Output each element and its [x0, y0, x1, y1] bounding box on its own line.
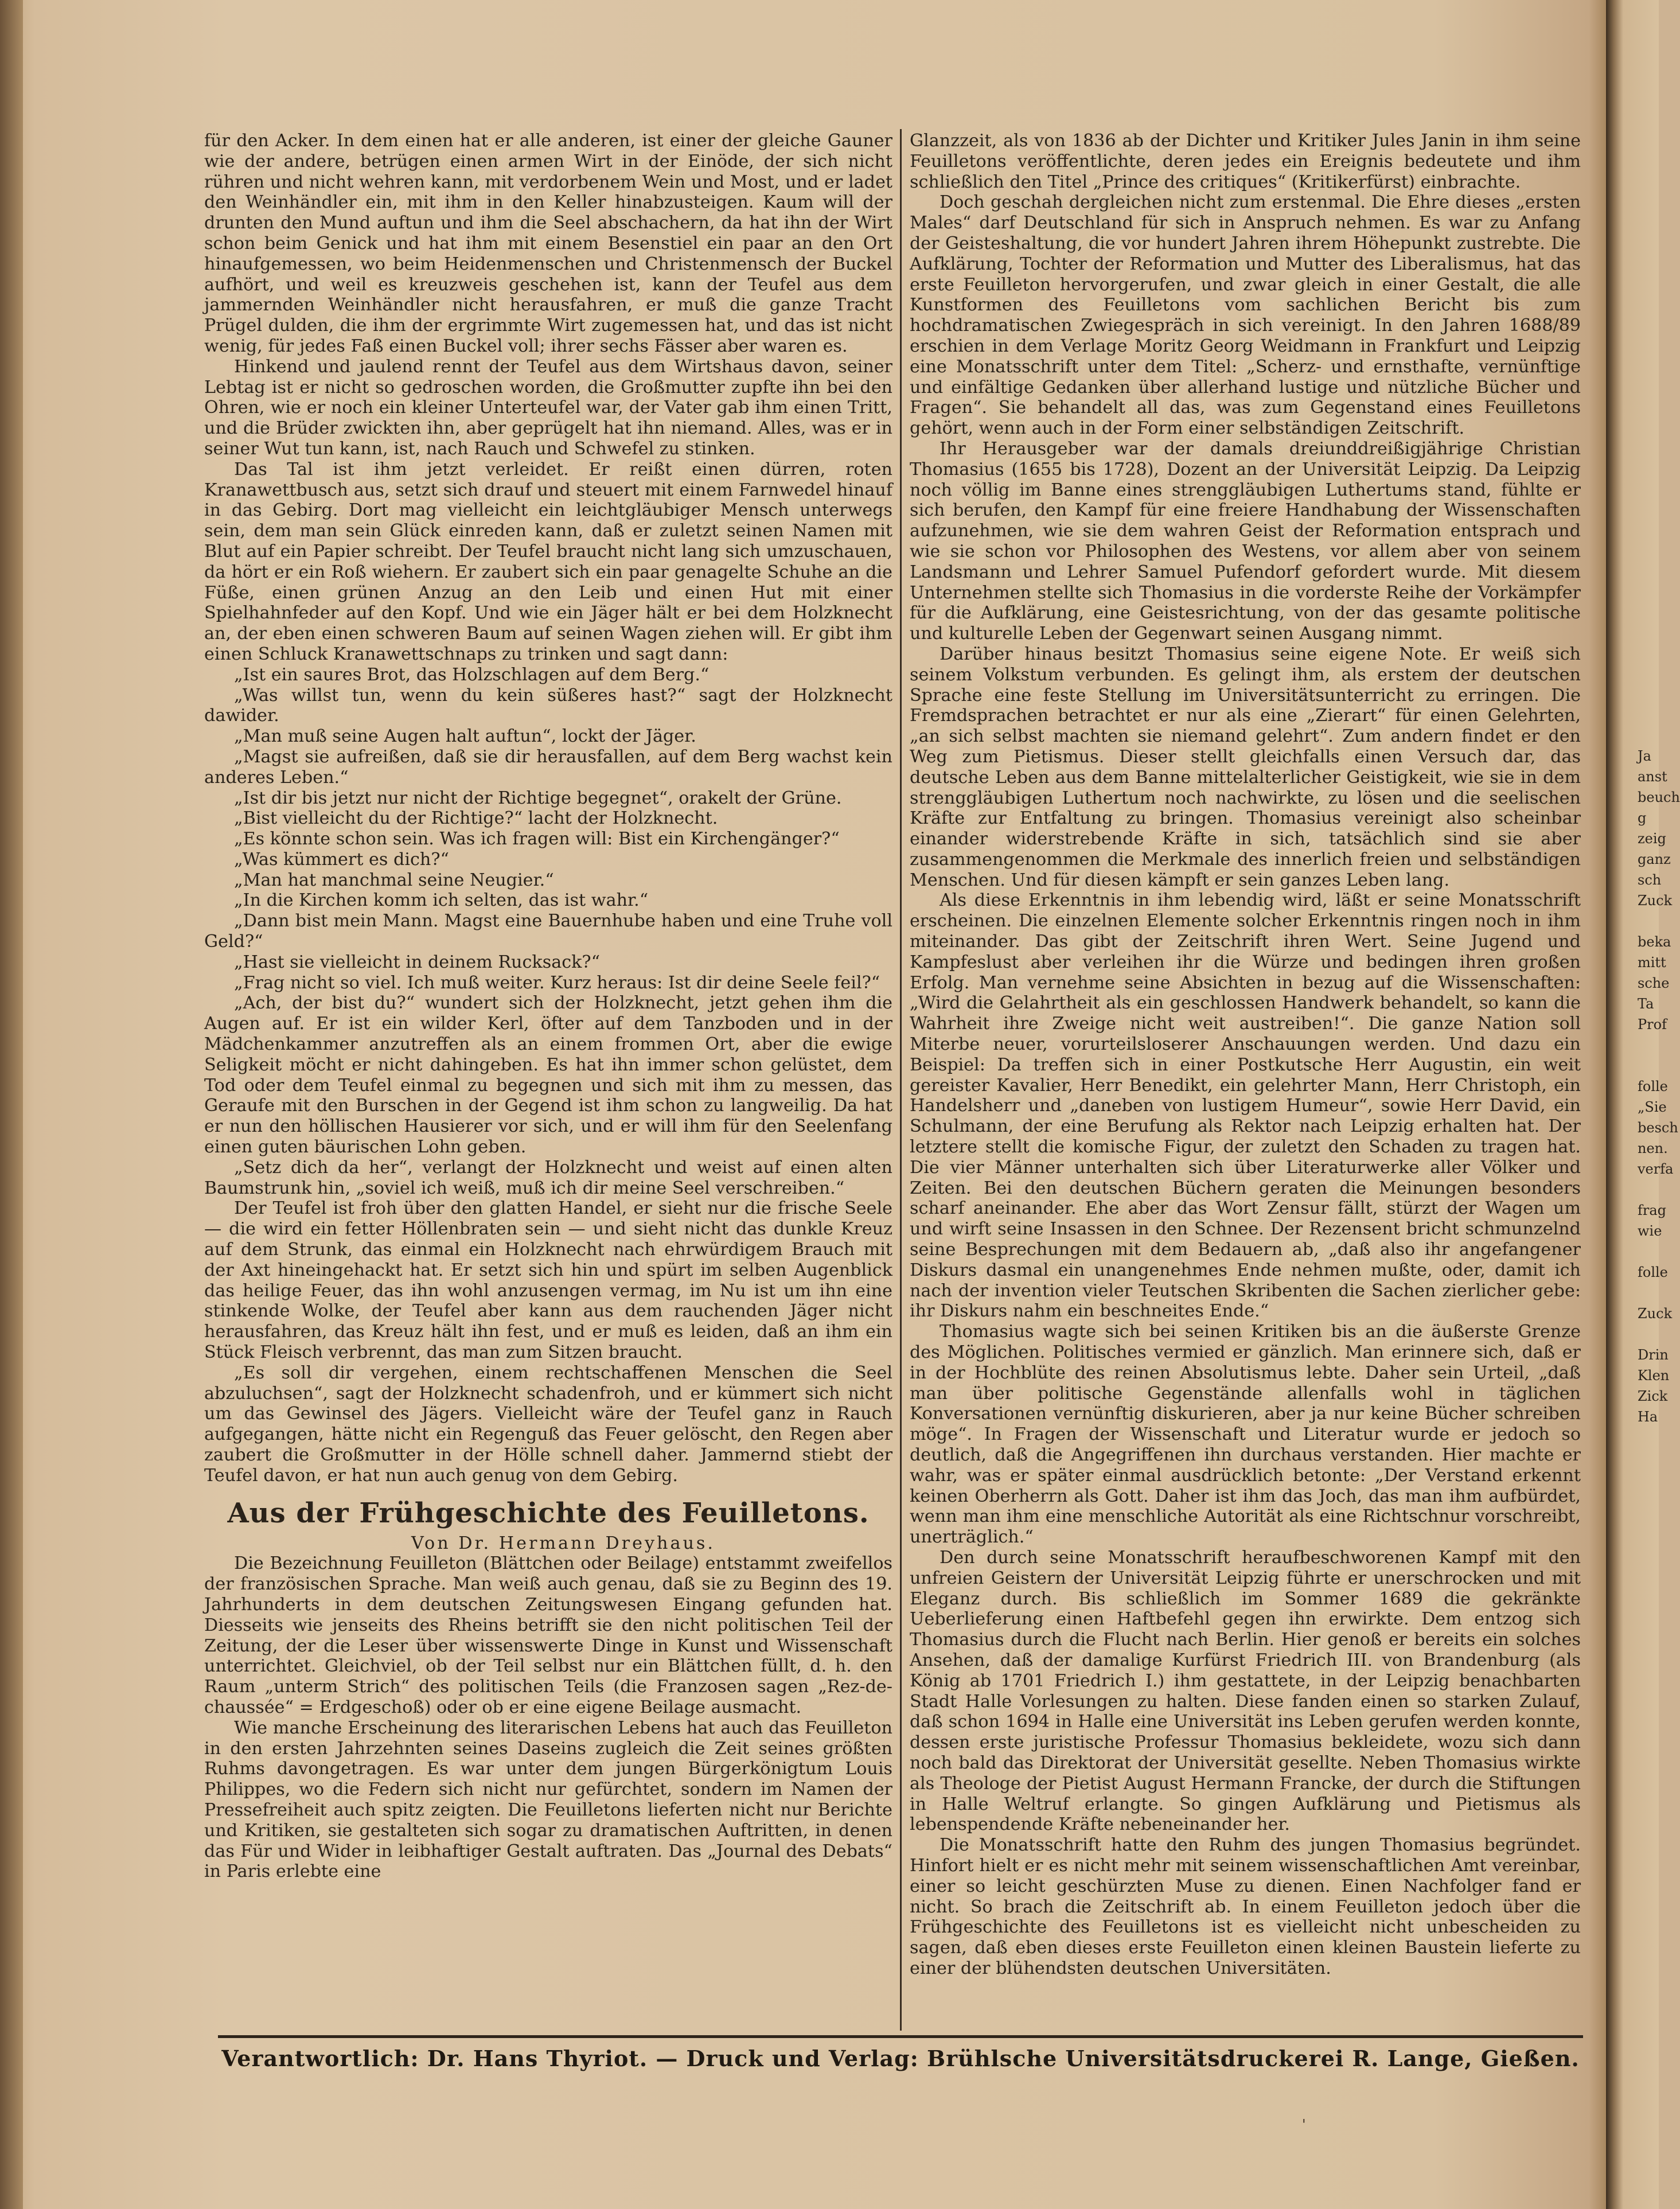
article-paragraph: Als diese Erkenntnis in ihm lebendig wird, läßt er seine Monatsschrift erscheinen. Die einzelnen Elemente solcher Erkenntnis ringen noch in ihm miteinander. Das gibt der Zeitschrift ihren Wert. Seine Jugend und Kampfeslust aber verleihen ihr die Würze und bedingen ihren großen Erfolg. Man vernehme seine Absichten in bezug auf die Wissenschaften: „Wird die Gelahrtheit als ein geschlossen Handwerk behandelt, so kann die Wahrheit ihre Zweige nicht weit austreiben!“. Die ganze Nation soll Miterbe neuer, vorurteilsloserer Anschauungen werden. Und dazu ein Beispiel: Da treffen sich in einer Postkutsche Herr Augustin, ein weit gereister Kavalier, Herr Benedikt, ein gelehrter Mann, Herr Christoph, ein Handelsherr und „daneben von lustigem Humeur“, sowie Herr David, ein Schulmann, der eine Berufung als Rektor nach Leipzig erhalten hat. Der letztere stellt die komische Figur, der zuletzt den Schaden zu tragen hat. Die vier Männer unterhalten sich über Literaturwerke aller Völker und Zeiten. Bei den deutschen Büchern geraten die Meinungen besonders scharf aneinander. Ehe aber das Wort Zensur fällt, stürzt der Wagen um und wirft seine Insassen in den Schnee. Der Rezensent bricht schmunzelnd seine Besprechungen mit dem Bedauern ab, „daß also ihr angefangener Diskurs dasmal ein unangenehmes Ende nehmen mußte, oder, damit ich nach der invention vieler Teutschen Skribenten die Sachen zierlicher gebe: ihr Diskurs nahm ein beschneites Ende.“	[910, 890, 1581, 1322]
facing-page-fragment: zeig	[1638, 831, 1666, 847]
facing-page-fragment: Klen	[1638, 1368, 1670, 1384]
article-paragraph: Wie manche Erscheinung des literarischen Lebens hat auch das Feuilleton in den ersten Jahrzehnten seines Daseins zugleich die Zeit seines größten Ruhms davongetragen. Es war unter dem jungen Bürgerkönigtum Louis Philippes, wo die Federn sich nicht nur gefürchtet, sondern im Namen der Pressefreiheit auch spitz zeigten. Die Feuilletons lieferten nicht nur Berichte und Kritiken, sie gestalteten sich sogar zu dramatischen Auftritten, in denen das Für und Wider in leibhaftiger Gestalt auftraten. Das „Journal des Debats“ in Paris erlebte eine	[204, 1717, 892, 1882]
story-paragraph: „In die Kirchen komm ich selten, das ist wahr.“	[234, 890, 649, 911]
story-paragraph: „Ist dir bis jetzt nur nicht der Richtige begegnet“, orakelt der Grüne.	[234, 788, 842, 808]
facing-page-fragment: mitt	[1638, 954, 1666, 971]
facing-page-fragment: beuch	[1638, 789, 1680, 805]
facing-page-fragment: wie	[1638, 1223, 1662, 1239]
story-paragraph: „Bist vielleicht du der Richtige?“ lacht der Holzknecht.	[234, 808, 718, 829]
facing-page-fragment: Ja	[1638, 748, 1651, 764]
article-byline: Von Dr. Hermann Dreyhaus.	[411, 1533, 715, 1553]
facing-page-fragment	[1638, 1035, 1660, 1055]
facing-page-fragment	[1638, 1241, 1660, 1262]
story-paragraph: „Ach, der bist du?“ wundert sich der Holzknecht, jetzt gehen ihm die Augen auf. Er ist ein wilder Kerl, öfter auf dem Tanzboden und in der Mädchenkammer anzutreffen als an einem frommen Ort, aber die ewige Seligkeit möcht er nicht dahingeben. Es hat ihn immer schon gelüstet, dem Tod oder dem Teufel einmal zu begegnen und sich mit ihm zu messen, das Geraufe mit den Burschen in der Gegend ist ihm schon zu langweilig. Da hat er nun den höllischen Hausierer vor sich, und er will ihm für den Seelenfang einen guten bäurischen Lohn geben.	[204, 993, 892, 1158]
facing-page-fragment: Zuck	[1638, 893, 1673, 909]
facing-page-fragment: nen.	[1638, 1140, 1668, 1156]
story-paragraph: „Man muß seine Augen halt auftun“, lockt der Jäger.	[234, 726, 696, 747]
story-paragraph: „Es könnte schon sein. Was ich fragen will: Bist ein Kirchengänger?“	[234, 829, 840, 850]
article-paragraph: Thomasius wagte sich bei seinen Kritiken bis an die äußerste Grenze des Möglichen. Politisches vermied er gänzlich. Man erinnere sich, daß er in der Hochblüte des reinen Absolutismus lebte. Daher sein Urteil, „daß man über politische Gegenstände allenfalls wohl in täglichen Konversationen vernünftig diskurieren, aber ja nur keine Bücher schreiben möge“. In Fragen der Wissenschaft und Literatur wurde er jedoch so deutlich, daß die Angegriffenen ihn durchaus verstanden. Hier machte er wahr, was er später einmal ausdrücklich betonte: „Der Verstand erkennt keinen Oberherrn als Gott. Daher ist ihm das Joch, das man ihm aufbürdet, wenn man ihm eine menschliche Autorität als eine Richtschnur vorschreibt, unerträglich.“	[910, 1322, 1581, 1548]
facing-page-fragment	[1638, 1055, 1660, 1076]
story-paragraph: „Man hat manchmal seine Neugier.“	[234, 870, 554, 890]
binding-edge	[0, 0, 23, 2209]
story-paragraph: „Setz dich da her“, verlangt der Holzknecht und weist auf einen alten Baumstrunk hin, „soviel ich weiß, muß ich dir meine Seel verschreiben.“	[204, 1157, 892, 1198]
facing-page-fragment: anst	[1638, 769, 1667, 785]
facing-page-fragment	[1638, 1283, 1660, 1303]
article-paragraph: Die Monatsschrift hatte den Ruhm des jungen Thomasius begründet. Hinfort hielt er es nicht mehr mit seinem wissenschaftlichen Amt vereinbar, einer so leicht geschürzten Muse zu dienen. Einen Nachfolger fand er nicht. So brach die Zeitschrift ab. In einem Feuilleton jedoch über die Frühgeschichte des Feuilletons ist es vielleicht nicht unbescheiden zu sagen, daß eben dieses erste Feuilleton einen kleinen Baustein lieferte zu einer der blühendsten deutschen Universitäten.	[910, 1835, 1581, 1978]
imprint-footer: Verantwortlich: Dr. Hans Thyriot. — Druck und Verlag: Brühlsche Universitätsdruckerei R. Lange, Gießen.	[221, 2046, 1580, 2071]
facing-page-fragment: Ta	[1638, 996, 1654, 1012]
article-paragraph: Doch geschah dergleichen nicht zum erstenmal. Die Ehre dieses „ersten Males“ darf Deutschland für sich in Anspruch nehmen. Es war zu Anfang der Geisteshaltung, die vor hundert Jahren ihrem Höhepunkt zustrebte. Die Aufklärung, Tochter der Reformation und Mutter des Liberalismus, hat das erste Feuilleton hervorgerufen, und zwar gleich in einer Gestalt, die alle Kunstformen des Feuilletons vom sachlichen Bericht bis zum hochdramatischen Zwiegespräch in sich vereinigt. In den Jahren 1688/89 erschien in dem Verlage Moritz Georg Weidmann in Frankfurt und Leipzig eine Monatsschrift unter dem Titel: „Scherz- und ernsthafte, vernünftige und einfältige Gedanken über allerhand lustige und nützliche Bücher und Fragen“. Sie behandelt all das, was zum Gegenstand eines Feuilletons gehört, wenn auch in der Form einer selbständigen Zeitschrift.	[910, 192, 1581, 439]
facing-page-fragment: Zick	[1638, 1388, 1668, 1404]
footer-rule	[218, 2035, 1583, 2038]
facing-page-fragment: sch	[1638, 872, 1662, 888]
story-paragraph: Der Teufel ist froh über den glatten Handel, er sieht nur die frische Seele — die wird ein fetter Höllenbraten sein — und sieht nicht das dunkle Kreuz auf dem Strunk, das einmal ein Holzknecht nach ehrwürdigem Brauch mit der Axt hineingehackt hat. Er setzt sich hin und spürt im selben Augenblick das heilige Feuer, das ihn wohl anzusengen vermag, im Nu ist um ihn eine stinkende Wolke, der Teufel aber kann aus dem rauchenden Jäger nicht herausfahren, das Kreuz hält ihn fest, und er muß es leiden, daß an ihm ein Stück Fleisch verbrennt, das man zum Sitzen braucht.	[204, 1198, 892, 1363]
story-paragraph: Das Tal ist ihm jetzt verleidet. Er reißt einen dürren, roten Kranawettbusch aus, setzt sich drauf und steuert mit einem Farnwedel hinauf in das Gebirg. Dort mag vielleicht ein leichtgläubiger Mensch unterwegs sein, dem man sein Glück einreden kann, daß er zuletzt seinen Namen mit Blut auf ein Papier schreibt. Der Teufel braucht nicht lang sich umzuschauen, da hört er ein Roß wiehern. Er zaubert sich ein paar genagelte Schuhe an die Füße, einen grünen Anzug an den Leib und einen Hut mit einer Spielhahnfeder auf den Kopf. Und wie ein Jäger hält er bei dem Holzknecht an, der eben einen schweren Baum auf seinen Wagen ziehen will. Er gibt ihm einen Schluck Kranawettschnaps zu trinken und sagt dann:	[204, 459, 892, 664]
facing-page-fragment: Drin	[1638, 1347, 1669, 1363]
article-paragraph: Den durch seine Monatsschrift heraufbeschworenen Kampf mit den unfreien Geistern der Universität Leipzig führte er unerschrocken und mit Eleganz durch. Bis schließlich im Sommer 1689 die gekränkte Ueberlieferung einen Haftbefehl gegen ihn erwirkte. Dem entzog sich Thomasius durch die Flucht nach Berlin. Hier genoß er bereits ein solches Ansehen, daß der damalige Kurfürst Friedrich III. von Brandenburg (als König ab 1701 Friedrich I.) ihm gestattete, in der Leipzig benachbarten Stadt Halle Vorlesungen zu halten. Diese fanden einen so starken Zulauf, daß schon 1694 in Halle eine Universität ins Leben gerufen werden konnte, dessen erste juristische Professur Thomasius bekleidete, wozu sich dann noch bald das Direktorat der Universität gesellte. Neben Thomasius wirkte als Theologe der Pietist August Hermann Francke, der durch die Stiftungen in Halle Weltruf erlangte. So gingen Aufklärung und Pietismus als lebenspendende Kräfte nebeneinander her.	[910, 1547, 1581, 1835]
facing-page-fragment: Ha	[1638, 1409, 1658, 1425]
story-paragraph: „Hast sie vielleicht in deinem Rucksack?“	[234, 952, 601, 972]
facing-page-fragment: g	[1638, 810, 1647, 826]
article-paragraph: Darüber hinaus besitzt Thomasius seine eigene Note. Er weiß sich seinem Volkstum verbunden. Es gelingt ihm, als erstem der deutschen Sprache eine feste Stellung im Universitätsunterricht zu erringen. Die Fremdsprachen betrachtet er nur als eine „Zierart“ für einen Gelehrten, „an sich selbst machten sie niemand gelehrt“. Zum andern findet er den Weg zum Pietismus. Dieser stellt gleichfalls einen Versuch dar, das deutsche Leben aus dem Banne mittelalterlicher Geistigkeit, wie sie in dem strenggläubigen Luthertum noch nachwirkte, zu lösen und die seelischen Kräfte zur Entfaltung zu bringen. Thomasius vereinigt also scheinbar einander widerstrebende Kräfte in sich, tatsächlich sind sie aber zusammengenommen die Merkmale des innerlich freien und selbständigen Menschen. Und für diesen kämpft er sein ganzes Leben lang.	[910, 644, 1581, 890]
article-paragraph: Die Bezeichnung Feuilleton (Blättchen oder Beilage) entstammt zweifellos der französischen Sprache. Man weiß auch genau, daß sie zu Beginn des 19. Jahrhunderts in dem deutschen Zeitungswesen Eingang gefunden hat. Diesseits wie jenseits des Rheins betrifft sie den nicht politischen Teil der Zeitung, der die Leser über wissenswerte Dinge in Kunst und Wissenschaft unterrichtet. Gleichviel, ob der Teil selbst nur ein Blättchen füllt, d. h. den Raum „unterm Strich“ des politischen Teils (die Franzosen sagen „Rez-de-chaussée“ = Erdgeschoß) oder ob er eine eigene Beilage ausmacht.	[204, 1553, 892, 1717]
article-paragraph: Glanzzeit, als von 1836 ab der Dichter und Kritiker Jules Janin in ihm seine Feuilletons veröffentlichte, deren jedes ein Ereignis bedeutete und ihm schließlich den Titel „Prince des critiques“ (Kritikerfürst) einbrachte.	[910, 131, 1581, 192]
right-column	[910, 131, 1581, 1979]
left-column	[204, 131, 892, 1882]
story-paragraph: „Was willst tun, wenn du kein süßeres hast?“ sagt der Holzknecht dawider.	[204, 685, 892, 726]
story-paragraph: „Dann bist mein Mann. Magst eine Bauernhube haben und eine Truhe voll Geld?“	[204, 911, 892, 952]
story-paragraph: „Es soll dir vergehen, einem rechtschaffenen Menschen die Seel abzuluchsen“, sagt der Holzknecht schadenfroh, und er kümmert sich nicht um das Gewinsel des Jägers. Vielleicht wäre der Teufel ganz in Rauch aufgegangen, hätte nicht ein Regenguß das Feuer gelöscht, den Regen aber zaubert die Großmutter in der Hölle schnell daher. Jammernd stiebt der Teufel davon, er hat nun auch genug von dem Gebirg.	[204, 1362, 892, 1486]
facing-page-fragment: folle	[1638, 1264, 1668, 1280]
facing-page-fragment: frag	[1638, 1202, 1667, 1218]
facing-page-fragment: Zuck	[1638, 1306, 1673, 1322]
story-paragraph: „Frag nicht so viel. Ich muß weiter. Kurz heraus: Ist dir deine Seele feil?“	[234, 972, 880, 993]
facing-page-fragment: Prof	[1638, 1016, 1667, 1033]
column-rule	[900, 129, 902, 2031]
article-title: Aus der Frühgeschichte des Feuilletons.	[227, 1497, 870, 1529]
facing-page-fragment	[1638, 1324, 1660, 1345]
facing-page-fragment	[1638, 911, 1660, 932]
story-paragraph: „Magst sie aufreißen, daß sie dir herausfallen, auf dem Berg wachst kein anderes Leben.“	[204, 746, 892, 788]
facing-page-fragment: besch	[1638, 1120, 1678, 1136]
facing-page-fragments	[1638, 746, 1680, 1427]
story-paragraph: „Was kümmert es dich?“	[234, 849, 449, 870]
article-paragraph: Ihr Herausgeber war der damals dreiunddreißigjährige Christian Thomasius (1655 bis 1728), Dozent an der Universität Leipzig. Da Leipzig noch völlig im Banne eines strenggläubigen Luthertums stand, fühlte er sich berufen, den Kampf für eine freiere Handhabung der Wissenschaften aufzunehmen, wie sie dem wahren Geist der Reformation entsprach und wie sie schon vor Philosophen des Westens, vor allem aber von seinem Landsmann und Lehrer Samuel Pufendorf gefordert wurde. Mit diesem Unternehmen stellte sich Thomasius in die vorderste Reihe der Vorkämpfer für die Aufklärung, eine Geistesrichtung, von der das gesamte politische und kulturelle Leben der Gegenwart seinen Ausgang nimmt.	[910, 438, 1581, 644]
ink-mark: '	[1302, 2117, 1306, 2133]
facing-page-fragment: folle	[1638, 1078, 1668, 1094]
facing-page-fragment: „Sie	[1638, 1099, 1667, 1115]
story-paragraph: Hinkend und jaulend rennt der Teufel aus dem Wirtshaus davon, seiner Lebtag ist er nicht so gedroschen worden, die Großmutter zupfte ihn bei den Ohren, wie er noch ein kleiner Unterteufel war, der Vater gab ihm einen Tritt, und die Brüder zwickten ihn, aber geprügelt hat ihn niemand. Alles, was er in seiner Wut tun kann, ist, nach Rauch und Schwefel zu stinken.	[204, 356, 892, 459]
facing-page-fragment: verfa	[1638, 1161, 1674, 1177]
facing-page-fragment	[1638, 1179, 1660, 1200]
facing-page-fragment: sche	[1638, 975, 1670, 991]
story-paragraph: „Ist ein saures Brot, das Holzschlagen auf dem Berg.“	[234, 664, 710, 685]
story-paragraph: für den Acker. In dem einen hat er alle anderen, ist einer der gleiche Gauner wie der andere, betrügen einen armen Wirt in der Einöde, der sich nicht rühren und nicht wehren kann, mit verdorbenem Wein und Most, und er ladet den Weinhändler ein, mit ihm in den Keller hinabzusteigen. Kaum will der drunten den Mund auftun und ihm die Seel abschachern, da hat ihn der Wirt schon beim Genick und hat ihm mit einem Besenstiel ein paar an den Ort hinaufgemessen, wo beim Heidenmenschen und Christenmensch der Buckel aufhört, und weil es kreuzweis geschehen ist, kann der Teufel aus dem jammernden Weinhändler nicht herausfahren, er muß die ganze Tracht Prügel dulden, die ihm der ergrimmte Wirt zugemessen hat, und das ist nicht wenig, für jedes Faß einen Buckel voll; ihrer sechs Fässer aber waren es.	[204, 131, 892, 356]
facing-page-fragment: ganz	[1638, 851, 1671, 867]
facing-page-fragment: beka	[1638, 934, 1671, 950]
